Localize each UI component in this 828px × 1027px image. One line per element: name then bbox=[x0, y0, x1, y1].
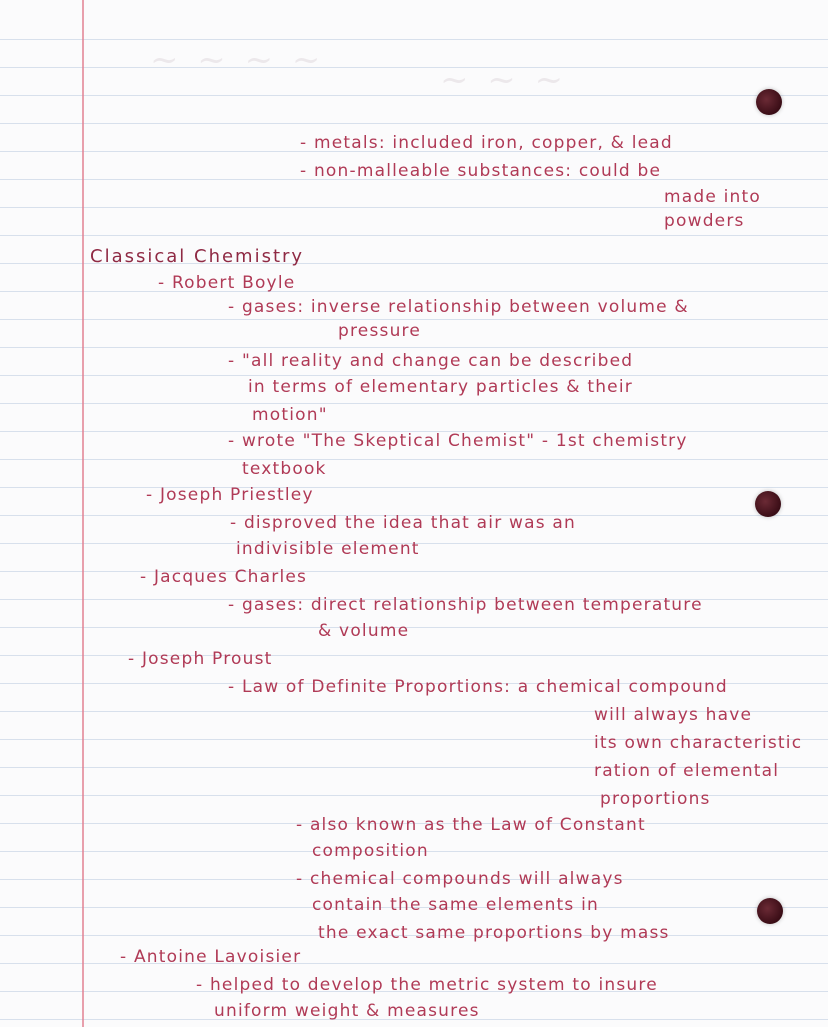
section-heading: Classical Chemistry bbox=[90, 246, 305, 267]
note-line: - chemical compounds will always bbox=[296, 869, 624, 889]
scientist-name: - Antoine Lavoisier bbox=[120, 947, 302, 967]
bleed-through-text: ~ ~ ~ bbox=[440, 60, 568, 100]
scientist-name: - Jacques Charles bbox=[140, 567, 308, 587]
binder-hole bbox=[755, 491, 781, 517]
note-line: - disproved the idea that air was an bbox=[230, 513, 576, 533]
binder-hole bbox=[756, 89, 782, 115]
scientist-name: - Joseph Proust bbox=[128, 649, 273, 669]
note-line: - metals: included iron, copper, & lead bbox=[300, 133, 673, 153]
note-line: - non-malleable substances: could be bbox=[300, 161, 662, 181]
note-line: in terms of elementary particles & their bbox=[248, 377, 633, 397]
note-line: - gases: direct relationship between temperature bbox=[228, 595, 703, 615]
note-line: - gases: inverse relationship between volume & bbox=[228, 297, 689, 317]
note-line: & volume bbox=[318, 621, 410, 641]
note-line: powders bbox=[664, 211, 745, 231]
note-line: - helped to develop the metric system to insure bbox=[196, 975, 658, 995]
scientist-name: - Joseph Priestley bbox=[146, 485, 314, 505]
margin-line bbox=[82, 0, 84, 1027]
note-line: the exact same proportions by mass bbox=[318, 923, 670, 943]
note-line: its own characteristic bbox=[594, 733, 803, 753]
note-line: - "all reality and change can be described bbox=[228, 351, 634, 371]
note-line: - wrote "The Skeptical Chemist" - 1st chemistry bbox=[228, 431, 688, 451]
note-line: made into bbox=[664, 187, 761, 207]
note-line: motion" bbox=[252, 405, 328, 425]
note-line: - Law of Definite Proportions: a chemical compound bbox=[228, 677, 728, 697]
note-line: composition bbox=[312, 841, 429, 861]
bleed-through-text: ~ ~ ~ ~ bbox=[150, 40, 325, 80]
note-line: will always have bbox=[594, 705, 753, 725]
note-line: contain the same elements in bbox=[312, 895, 599, 915]
note-line: textbook bbox=[242, 459, 327, 479]
note-line: uniform weight & measures bbox=[214, 1001, 480, 1021]
note-line: ration of elemental bbox=[594, 761, 780, 781]
note-line: indivisible element bbox=[236, 539, 420, 559]
scientist-name: - Robert Boyle bbox=[158, 273, 296, 293]
note-line: - also known as the Law of Constant bbox=[296, 815, 646, 835]
note-line: proportions bbox=[600, 789, 711, 809]
binder-hole bbox=[757, 898, 783, 924]
note-line: pressure bbox=[338, 321, 422, 341]
